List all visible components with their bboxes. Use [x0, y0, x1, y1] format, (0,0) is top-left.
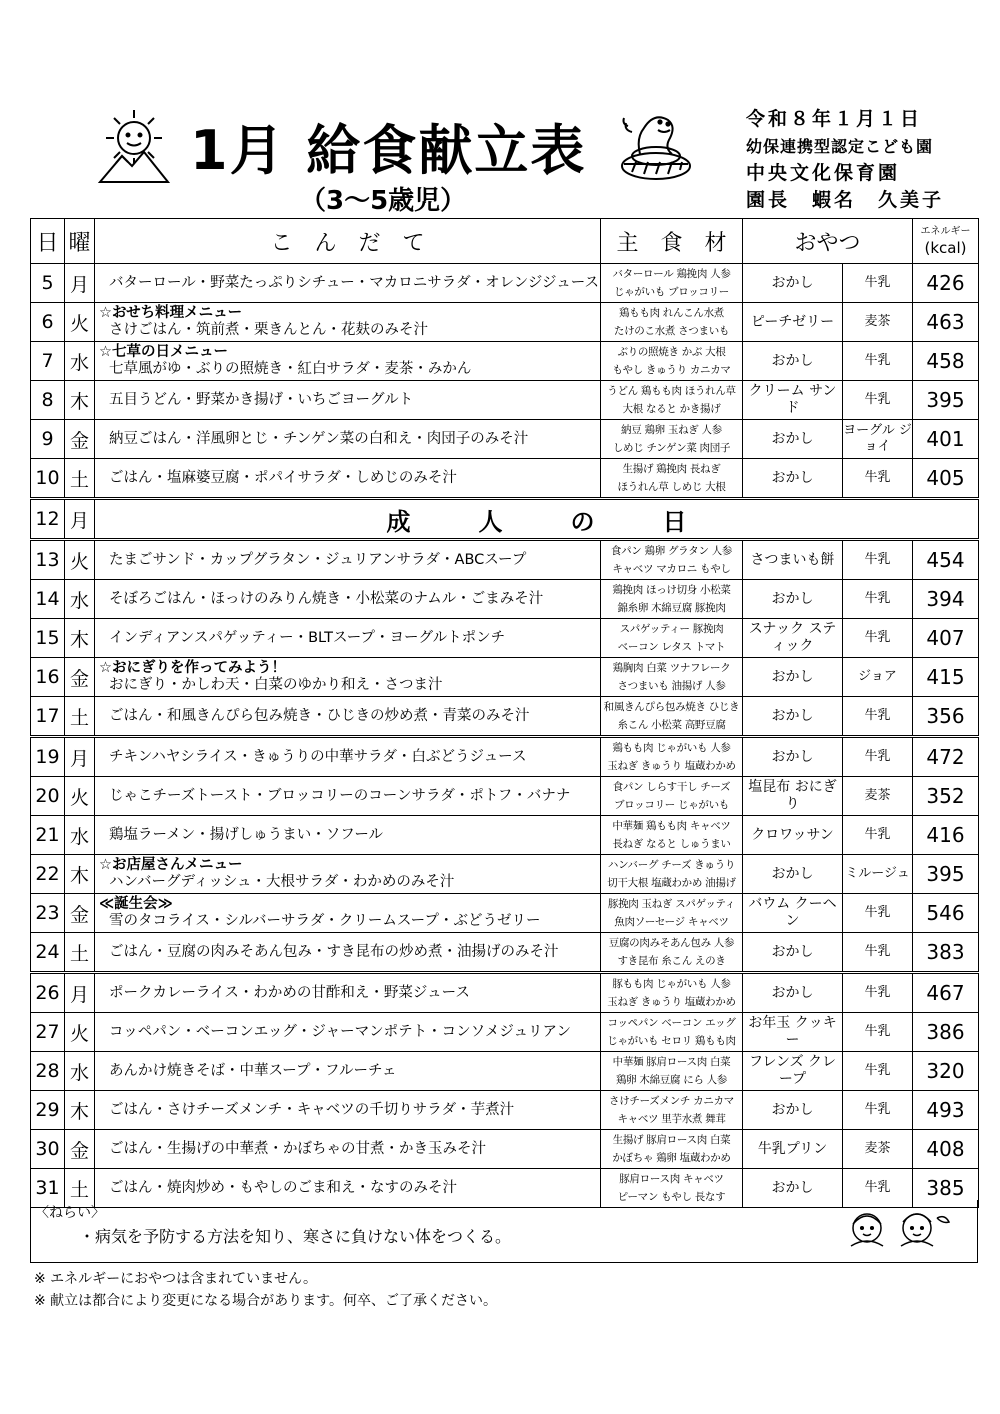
weekday-cell: 金: [65, 894, 95, 933]
col-day: 日: [31, 219, 65, 264]
dishes-cell: [95, 697, 601, 737]
dishes-text: じゃこチーズトースト・ブロッコリーのコーンサラダ・ポトフ・バナナ: [109, 787, 571, 804]
aim-text: ・病気を予防する方法を知り、寒さに負けない体をつくる。: [79, 1227, 512, 1246]
ingredients-line-2: 玉ねぎ きゅうり 塩蔵わかめ: [607, 996, 736, 1008]
ingredients-line-2: 魚肉ソーセージ キャベツ: [614, 916, 729, 928]
day-cell: 19: [31, 737, 65, 777]
table-row: [31, 816, 979, 855]
ingredients-line-1: 食パン 鶏卵 グラタン 人参: [610, 545, 733, 557]
drink-cell: 牛乳: [843, 580, 913, 619]
energy-cell: 356: [913, 697, 979, 737]
snack-cell: おかし: [743, 973, 843, 1013]
energy-cell: 546: [913, 894, 979, 933]
energy-cell: 408: [913, 1130, 979, 1169]
ingredients-line-2: ブロッコリー じゃがいも: [613, 799, 730, 811]
ingredients-line-2: しめじ チンゲン菜 肉団子: [612, 442, 731, 454]
snack-cell: おかし: [743, 697, 843, 737]
weekday-cell: 木: [65, 855, 95, 894]
day-cell: 10: [31, 459, 65, 499]
ingredients-line-1: スパゲッティー 豚挽肉: [619, 623, 724, 635]
footnotes: [34, 1268, 497, 1312]
dishes-cell: [95, 303, 601, 342]
day-cell: 26: [31, 973, 65, 1013]
ingredients-line-2: すき昆布 糸こん えのき: [617, 955, 726, 967]
holiday-row: [31, 499, 979, 540]
drink-cell: 牛乳: [843, 342, 913, 381]
drink-cell: 牛乳: [843, 619, 913, 658]
dishes-cell: [95, 777, 601, 816]
dishes-text: ごはん・塩麻婆豆腐・ポパイサラダ・しめじのみそ汁: [109, 469, 457, 486]
ingredients-cell: [601, 381, 743, 420]
drink-cell: 麦茶: [843, 1130, 913, 1169]
table-row: [31, 264, 979, 303]
dishes-text: そぼろごはん・ほっけのみりん焼き・小松菜のナムル・ごまみそ汁: [109, 590, 544, 607]
dishes-text: ごはん・さけチーズメンチ・キャベツの千切りサラダ・芋煮汁: [109, 1101, 515, 1118]
ingredients-line-1: 生揚げ 豚肩ロース肉 白菜: [612, 1134, 731, 1146]
dishes-text: チキンハヤシライス・きゅうりの中華サラダ・白ぶどうジュース: [109, 748, 527, 765]
ingredients-cell: [601, 737, 743, 777]
day-cell: 9: [31, 420, 65, 459]
ingredients-cell: [601, 1091, 743, 1130]
snack-cell: おかし: [743, 342, 843, 381]
ingredients-line-2: さつまいも 油揚げ 人参: [617, 680, 726, 692]
table-row: [31, 459, 979, 499]
table-row: [31, 1130, 979, 1169]
drink-cell: 牛乳: [843, 1013, 913, 1052]
dishes-cell: [95, 381, 601, 420]
dishes-cell: [95, 580, 601, 619]
energy-label: エネルギー: [920, 226, 971, 237]
facility-name: 中央文化保育園: [746, 162, 901, 184]
director-name: 園長 蝦名 久美子: [746, 189, 945, 211]
dishes-text: バターロール・野菜たっぷりシチュー・マカロニサラダ・オレンジジュース: [109, 274, 600, 291]
snack-cell: おかし: [743, 420, 843, 459]
weekday-cell: 木: [65, 1091, 95, 1130]
ingredients-line-1: 生揚げ 鶏挽肉 長ねぎ: [622, 463, 721, 475]
dishes-cell: [95, 1091, 601, 1130]
snack-cell: バウム クーヘン: [743, 894, 843, 933]
ingredients-cell: [601, 459, 743, 499]
energy-cell: 454: [913, 540, 979, 580]
day-cell: 15: [31, 619, 65, 658]
dishes-cell: [95, 342, 601, 381]
snack-cell: おかし: [743, 855, 843, 894]
dishes-text: インディアンスパゲッティー・BLTスープ・ヨーグルトポンチ: [109, 629, 506, 646]
weekday-cell: 土: [65, 459, 95, 499]
energy-cell: 401: [913, 420, 979, 459]
weekday-cell: 火: [65, 540, 95, 580]
ingredients-cell: [601, 697, 743, 737]
weekday-cell: 土: [65, 933, 95, 973]
ingredients-cell: [601, 619, 743, 658]
energy-cell: 407: [913, 619, 979, 658]
weekday-cell: 月: [65, 499, 95, 540]
ingredients-line-2: 大根 なると かき揚げ: [622, 403, 721, 415]
menu-table: [30, 218, 979, 1208]
col-ingredients: 主 食 材: [601, 219, 743, 264]
energy-cell: 472: [913, 737, 979, 777]
ingredients-line-1: 豚肩ロース肉 キャベツ: [619, 1173, 724, 1185]
ingredients-line-1: 和風きんぴら包み焼き ひじき: [603, 701, 740, 713]
footnote-change: ※ 献立は都合により変更になる場合があります。何卒、ご了承ください。: [34, 1293, 498, 1309]
drink-cell: 牛乳: [843, 894, 913, 933]
day-cell: 20: [31, 777, 65, 816]
dishes-cell: [95, 619, 601, 658]
ingredients-line-2: 錦糸卵 木綿豆腐 豚挽肉: [617, 602, 726, 614]
drink-cell: ジョア: [843, 658, 913, 697]
drink-cell: 牛乳: [843, 1052, 913, 1091]
drink-cell: 牛乳: [843, 381, 913, 420]
ingredients-line-2: ほうれん草 しめじ 大根: [617, 481, 726, 493]
energy-cell: 415: [913, 658, 979, 697]
table-row: [31, 381, 979, 420]
page-title: 1月 給食献立表: [190, 119, 587, 182]
weekday-cell: 月: [65, 973, 95, 1013]
day-cell: 30: [31, 1130, 65, 1169]
table-row: [31, 737, 979, 777]
table-row: [31, 697, 979, 737]
ingredients-cell: [601, 342, 743, 381]
ingredients-line-2: 長ねぎ なると しゅうまい: [612, 838, 731, 850]
snack-cell: おかし: [743, 264, 843, 303]
dishes-text: 鶏塩ラーメン・揚げしゅうまい・ソフール: [109, 826, 384, 843]
day-cell: 7: [31, 342, 65, 381]
menu-body: [31, 264, 979, 1208]
ingredients-line-1: うどん 鶏もも肉 ほうれん草: [607, 385, 736, 397]
day-cell: 21: [31, 816, 65, 855]
day-cell: 14: [31, 580, 65, 619]
weekday-cell: 土: [65, 1169, 95, 1208]
dishes-cell: [95, 264, 601, 303]
dishes-text: ポークカレーライス・わかめの甘酢和え・野菜ジュース: [109, 984, 470, 1001]
weekday-cell: 火: [65, 1013, 95, 1052]
day-cell: 29: [31, 1091, 65, 1130]
footnote-energy: ※ エネルギーにおやつは含まれていません。: [34, 1271, 318, 1287]
issue-date: 令和８年１月１日: [746, 108, 923, 130]
table-row: [31, 303, 979, 342]
day-cell: 13: [31, 540, 65, 580]
ingredients-cell: [601, 303, 743, 342]
weekday-cell: 金: [65, 658, 95, 697]
day-cell: 17: [31, 697, 65, 737]
ingredients-cell: [601, 973, 743, 1013]
ingredients-line-2: かぼちゃ 鶏卵 塩蔵わかめ: [612, 1152, 731, 1164]
dishes-text: ごはん・生揚げの中華煮・かぼちゃの甘煮・かき玉みそ汁: [109, 1140, 486, 1157]
ingredients-line-2: 糸こん 小松菜 高野豆腐: [617, 719, 726, 731]
ingredients-line-1: 納豆 鶏卵 玉ねぎ 人参: [621, 424, 722, 436]
weekday-cell: 月: [65, 737, 95, 777]
sun-mountain-icon: [96, 106, 176, 186]
facility-type: 幼保連携型認定こども園: [746, 137, 934, 156]
energy-cell: 463: [913, 303, 979, 342]
dishes-cell: [95, 933, 601, 973]
ingredients-line-1: 豆腐の肉みそあん包み 人参: [608, 937, 735, 949]
snack-cell: おかし: [743, 933, 843, 973]
drink-cell: 牛乳: [843, 816, 913, 855]
table-row: [31, 777, 979, 816]
page-header: [0, 0, 1000, 220]
day-cell: 16: [31, 658, 65, 697]
ingredients-line-1: コッペパン ベーコン エッグ: [607, 1017, 736, 1029]
energy-cell: 405: [913, 459, 979, 499]
issuer-block: [746, 106, 976, 214]
dishes-text: 雪のタコライス・シルバーサラダ・クリームスープ・ぶどうゼリー: [109, 913, 541, 929]
ingredients-line-1: 豚挽肉 玉ねぎ スパゲッティ: [607, 898, 736, 910]
ingredients-line-1: ハンバーグ チーズ きゅうり: [607, 859, 736, 871]
weekday-cell: 金: [65, 1130, 95, 1169]
ingredients-cell: [601, 420, 743, 459]
drink-cell: 麦茶: [843, 777, 913, 816]
weekday-cell: 水: [65, 580, 95, 619]
col-dishes: こ ん だ て: [95, 219, 601, 264]
page-subtitle: （3～5歳児）: [300, 186, 467, 216]
ingredients-cell: [601, 658, 743, 697]
dishes-text: 五目うどん・野菜かき揚げ・いちごヨーグルト: [109, 391, 414, 408]
energy-cell: 383: [913, 933, 979, 973]
col-snack: おやつ: [743, 219, 913, 264]
snake-icon: [610, 108, 700, 184]
ingredients-line-2: もやし きゅうり カニカマ: [612, 364, 731, 376]
snack-cell: おかし: [743, 1091, 843, 1130]
holiday-cell: 成人の日: [95, 499, 979, 540]
ingredients-cell: [601, 816, 743, 855]
dishes-text: おにぎり・かしわ天・白菜のゆかり和え・さつま汁: [109, 677, 443, 693]
dishes-cell: [95, 973, 601, 1013]
table-header-row: [31, 219, 979, 264]
day-cell: 8: [31, 381, 65, 420]
ingredients-line-1: 鶏もも肉 じゃがいも 人参: [612, 742, 731, 754]
drink-cell: 麦茶: [843, 303, 913, 342]
snack-cell: クロワッサン: [743, 816, 843, 855]
day-cell: 27: [31, 1013, 65, 1052]
dishes-text: 納豆ごはん・洋風卵とじ・チンゲン菜の白和え・肉団子のみそ汁: [109, 430, 529, 447]
ingredients-cell: [601, 264, 743, 303]
ingredients-line-1: 中華麺 豚肩ロース肉 白菜: [612, 1056, 731, 1068]
ingredients-cell: [601, 1013, 743, 1052]
energy-unit: (kcal): [924, 239, 967, 257]
special-menu-label: ≪誕生会≫: [99, 896, 173, 912]
ingredients-cell: [601, 855, 743, 894]
ingredients-line-2: キャベツ 里芋水煮 舞茸: [617, 1113, 726, 1125]
snack-cell: さつまいも餅: [743, 540, 843, 580]
day-cell: 12: [31, 499, 65, 540]
ingredients-cell: [601, 580, 743, 619]
day-cell: 31: [31, 1169, 65, 1208]
energy-cell: 352: [913, 777, 979, 816]
special-menu-label: ☆おにぎりを作ってみよう！: [99, 660, 286, 676]
dishes-cell: [95, 1013, 601, 1052]
snack-cell: おかし: [743, 737, 843, 777]
table-row: [31, 933, 979, 973]
ingredients-line-2: 鶏卵 木綿豆腐 にら 人参: [615, 1074, 728, 1086]
ingredients-line-2: じゃがいも セロリ 鶏もも肉: [607, 1035, 736, 1047]
drink-cell: 牛乳: [843, 1169, 913, 1208]
dishes-cell: [95, 1052, 601, 1091]
weekday-cell: 木: [65, 381, 95, 420]
table-row: [31, 420, 979, 459]
table-row: [31, 894, 979, 933]
dishes-cell: [95, 855, 601, 894]
table-row: [31, 1013, 979, 1052]
day-cell: 28: [31, 1052, 65, 1091]
ingredients-line-2: 玉ねぎ きゅうり 塩蔵わかめ: [607, 760, 736, 772]
dishes-text: たまごサンド・カップグラタン・ジュリアンサラダ・ABCスープ: [109, 551, 527, 568]
table-row: [31, 973, 979, 1013]
drink-cell: ミルージュ: [843, 855, 913, 894]
drink-cell: 牛乳: [843, 933, 913, 973]
snack-cell: フレンズ クレープ: [743, 1052, 843, 1091]
energy-cell: 386: [913, 1013, 979, 1052]
drink-cell: 牛乳: [843, 459, 913, 499]
table-row: [31, 342, 979, 381]
snack-cell: おかし: [743, 459, 843, 499]
ingredients-line-1: バターロール 鶏挽肉 人参: [612, 268, 731, 280]
ingredients-line-2: じゃがいも ブロッコリー: [613, 286, 730, 298]
ingredients-line-1: 鶏もも肉 れんこん水煮: [618, 307, 725, 319]
table-row: [31, 619, 979, 658]
ingredients-cell: [601, 933, 743, 973]
drink-cell: 牛乳: [843, 1091, 913, 1130]
snack-cell: 牛乳プリン: [743, 1130, 843, 1169]
dishes-text: 七草風がゆ・ぶりの照焼き・紅白サラダ・麦茶・みかん: [109, 361, 472, 377]
snack-cell: ピーチゼリー: [743, 303, 843, 342]
day-cell: 6: [31, 303, 65, 342]
ingredients-cell: [601, 894, 743, 933]
energy-cell: 320: [913, 1052, 979, 1091]
ingredients-cell: [601, 540, 743, 580]
drink-cell: 牛乳: [843, 264, 913, 303]
ingredients-line-1: ぶりの照焼き かぶ 大根: [617, 346, 726, 358]
snack-cell: おかし: [743, 580, 843, 619]
table-row: [31, 1091, 979, 1130]
weekday-cell: 火: [65, 303, 95, 342]
dishes-cell: [95, 459, 601, 499]
energy-cell: 385: [913, 1169, 979, 1208]
ingredients-line-1: 鶏胸肉 白菜 ツナフレーク: [612, 662, 731, 674]
snack-cell: おかし: [743, 658, 843, 697]
day-cell: 5: [31, 264, 65, 303]
ingredients-cell: [601, 1052, 743, 1091]
drink-cell: 牛乳: [843, 540, 913, 580]
energy-cell: 467: [913, 973, 979, 1013]
dishes-text: あんかけ焼きそば・中華スープ・フルーチェ: [109, 1062, 397, 1079]
snack-cell: 塩昆布 おにぎり: [743, 777, 843, 816]
snack-cell: おかし: [743, 1169, 843, 1208]
ingredients-cell: [601, 1130, 743, 1169]
weekday-cell: 土: [65, 697, 95, 737]
weekday-cell: 水: [65, 816, 95, 855]
energy-cell: 395: [913, 855, 979, 894]
special-menu-label: ☆おせち料理メニュー: [99, 305, 243, 321]
children-illustration-icon: [837, 1206, 957, 1256]
day-cell: 23: [31, 894, 65, 933]
ingredients-line-2: ベーコン レタス トマト: [617, 641, 726, 653]
drink-cell: 牛乳: [843, 973, 913, 1013]
snack-cell: スナック スティック: [743, 619, 843, 658]
special-menu-label: ☆七草の日メニュー: [99, 344, 228, 360]
col-weekday: 曜: [65, 219, 95, 264]
dishes-cell: [95, 658, 601, 697]
weekday-cell: 月: [65, 264, 95, 303]
dishes-cell: [95, 816, 601, 855]
weekday-cell: 水: [65, 1052, 95, 1091]
dishes-cell: [95, 420, 601, 459]
dishes-cell: [95, 540, 601, 580]
dishes-text: ごはん・和風きんぴら包み焼き・ひじきの炒め煮・青菜のみそ汁: [109, 707, 530, 724]
energy-cell: 416: [913, 816, 979, 855]
dishes-cell: [95, 894, 601, 933]
day-cell: 24: [31, 933, 65, 973]
ingredients-line-1: 豚もも肉 じゃがいも 人参: [612, 978, 731, 990]
ingredients-line-2: キャベツ マカロニ もやし: [612, 563, 731, 575]
table-row: [31, 580, 979, 619]
ingredients-line-1: 鶏挽肉 ほっけ切身 小松菜: [612, 584, 731, 596]
drink-cell: 牛乳: [843, 737, 913, 777]
energy-cell: 426: [913, 264, 979, 303]
weekday-cell: 木: [65, 619, 95, 658]
energy-cell: 395: [913, 381, 979, 420]
dishes-text: ごはん・豆腐の肉みそあん包み・すき昆布の炒め煮・油揚げのみそ汁: [109, 943, 559, 960]
aim-box: [30, 1200, 978, 1263]
dishes-text: さけごはん・筑前煮・栗きんとん・花麸のみそ汁: [109, 322, 428, 338]
dishes-cell: [95, 737, 601, 777]
col-energy: [913, 219, 979, 264]
weekday-cell: 水: [65, 342, 95, 381]
day-cell: 22: [31, 855, 65, 894]
dishes-cell: [95, 1130, 601, 1169]
dishes-text: コッペパン・ベーコンエッグ・ジャーマンポテト・コンソメジュリアン: [109, 1023, 571, 1040]
energy-cell: 458: [913, 342, 979, 381]
table-row: [31, 658, 979, 697]
table-row: [31, 855, 979, 894]
energy-cell: 493: [913, 1091, 979, 1130]
snack-cell: お年玉 クッキー: [743, 1013, 843, 1052]
weekday-cell: 火: [65, 777, 95, 816]
ingredients-line-2: 切干大根 塩蔵わかめ 油揚げ: [607, 877, 736, 889]
table-row: [31, 540, 979, 580]
drink-cell: ヨーグル ジョイ: [843, 420, 913, 459]
ingredients-line-2: ピーマン もやし 長なす: [617, 1191, 726, 1203]
aim-label: 〈ねらい〉: [35, 1205, 105, 1221]
special-menu-label: ☆お店屋さんメニュー: [99, 857, 243, 873]
dishes-text: ごはん・焼肉炒め・もやしのごま和え・なすのみそ汁: [109, 1179, 457, 1196]
ingredients-line-1: 食パン しらす干し チーズ: [612, 781, 731, 793]
snack-cell: クリーム サンド: [743, 381, 843, 420]
ingredients-line-1: さけチーズメンチ カニカマ: [609, 1095, 734, 1107]
ingredients-line-2: たけのこ水煮 さつまいも: [613, 325, 730, 337]
weekday-cell: 金: [65, 420, 95, 459]
table-row: [31, 1052, 979, 1091]
drink-cell: 牛乳: [843, 697, 913, 737]
ingredients-cell: [601, 777, 743, 816]
ingredients-line-1: 中華麺 鶏もも肉 キャベツ: [612, 820, 731, 832]
dishes-text: ハンバーグディッシュ・大根サラダ・わかめのみそ汁: [109, 874, 455, 890]
energy-cell: 394: [913, 580, 979, 619]
